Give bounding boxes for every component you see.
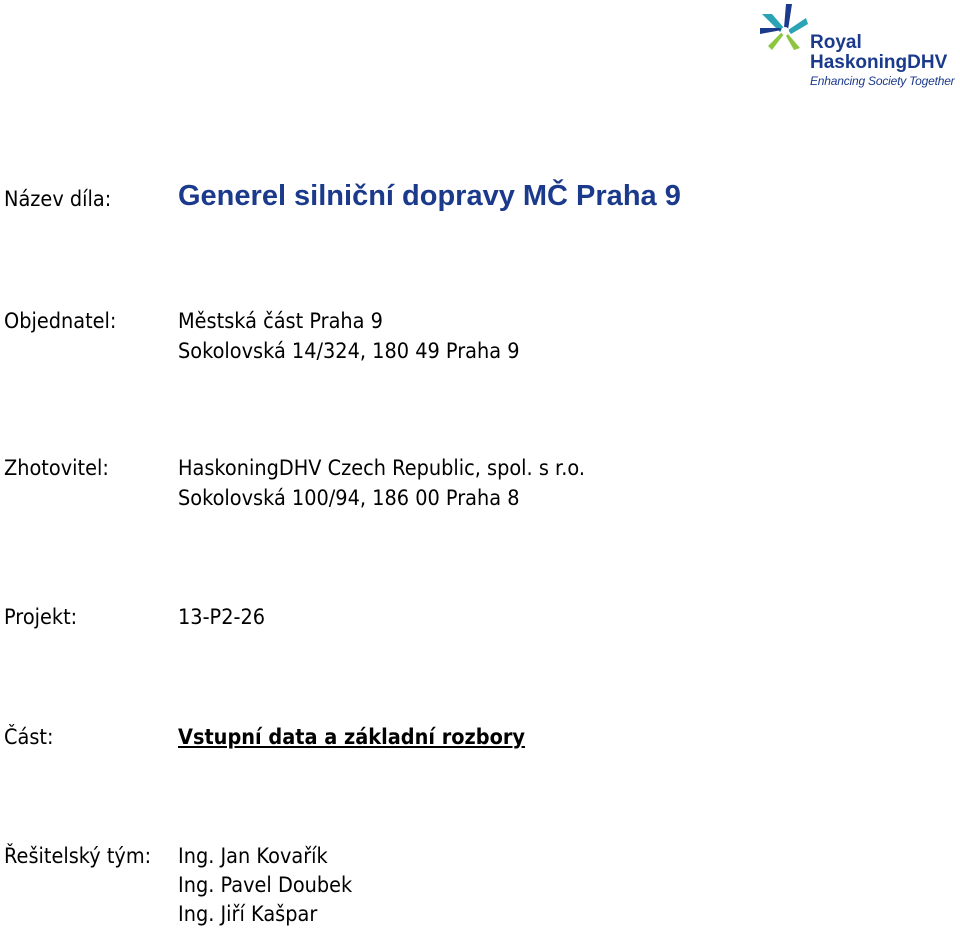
work-title: Generel silniční dopravy MČ Praha 9 [178, 180, 681, 212]
project-label: Projekt: [4, 605, 78, 629]
client-name: Městská část Praha 9 [178, 309, 383, 333]
royal-haskoningdhv-logo-icon [758, 4, 818, 64]
team-label: Řešitelský tým: [4, 844, 152, 868]
project-number: 13-P2-26 [178, 605, 266, 629]
logo-tagline: Enhancing Society Together [810, 74, 955, 88]
part-title: Vstupní data a základní rozbory [178, 725, 525, 749]
client-label: Objednatel: [4, 309, 117, 333]
company-logo [758, 4, 958, 94]
logo-haskoningdhv-text: HaskoningDHV [810, 52, 948, 73]
logo-royal-text: Royal [810, 32, 862, 53]
work-name-label: Název díla: [4, 187, 112, 211]
contractor-label: Zhotovitel: [4, 456, 109, 480]
part-label: Část: [4, 725, 54, 749]
contractor-name: HaskoningDHV Czech Republic, spol. s r.o. [178, 456, 585, 480]
contractor-address: Sokolovská 100/94, 186 00 Praha 8 [178, 486, 520, 510]
team-member: Ing. Jiří Kašpar [178, 902, 318, 926]
client-address: Sokolovská 14/324, 180 49 Praha 9 [178, 339, 520, 363]
team-member: Ing. Jan Kovařík [178, 844, 328, 868]
team-member: Ing. Pavel Doubek [178, 873, 353, 897]
